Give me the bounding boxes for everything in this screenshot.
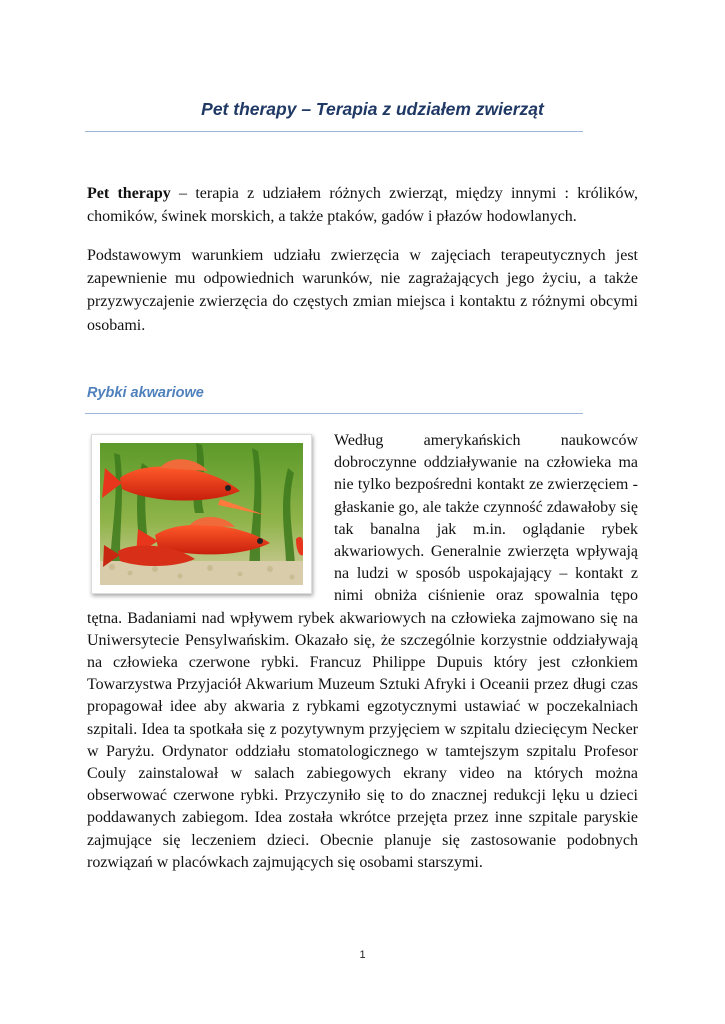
section-divider (85, 413, 583, 414)
intro-paragraph (87, 182, 638, 228)
page-number: 1 (359, 949, 366, 961)
section-body: Według amerykańskich naukowców dobroczynne oddziaływanie na człowieka ma nie tylko bezpośredni kontakt ze zwierzęciem - głaskanie go, ale także czynność zdawałoby się tak banalna jak m.in. oglądanie rybek akwariowych. Generalnie zwierzęta wpływają na ludzi w sposób uspokajający – kontakt z nimi obniża ciśnienie oraz spowalnia tępo tętna. Badaniami nad wpływem rybek akwariowych na człowieka zajmowano się na Uniwersytecie Pensylwańskim. Okazało się, że szczególnie korzystnie oddziaływają na człowieka czerwone rybki. Francuz Philippe Dupuis który jest członkiem Towarzystwa Przyjaciół Akwarium Muzeum Sztuki Afryki i Oceanii przez długi czas propagował idee aby akwaria z rybkami egzotycznymi ustawiać w poczekalniach szpitali. Idea ta spotkała się z pozytywnym przyjęciem w szpitalu dziecięcym Necker w Paryżu. Ordynator oddziału stomatologicznego w tamtejszym szpitalu Profesor Couly zainstalował w salach zabiegowych ekrany video na których można obserwować czerwone rybki. Przyczyniło się to do znacznej redukcji lęku u dzieci poddawanych zabiegom. Idea została wkrótce przejęta przez inne szpitale paryskie zajmujące się leczeniem dzieci. Obecnie planuje się zastosowanie podobnych rozwiązań w placówkach zajmujących się osobami starszymi. (87, 432, 638, 871)
title-divider (85, 131, 583, 132)
intro-term: Pet therapy (87, 185, 171, 202)
section-article (87, 430, 638, 874)
intro-definition: – terapia z udziałem różnych zwierząt, między innymi : królików, chomików, świnek morskich, a także ptaków, gadów i płazów hodowlanych. (87, 185, 638, 226)
fish-photo-frame (91, 434, 312, 594)
conditions-paragraph: Podstawowym warunkiem udziału zwierzęcia w zajęciach terapeutycznych jest zapewnienie mu odpowiednich warunków, nie zagrażających jego życiu, a także przyzwyczajenie zwierzęcia do częstych zmian miejsca i kontaktu z różnymi obcymi osobami. (87, 247, 638, 334)
section-heading: Rybki akwariowe (87, 385, 204, 401)
page-title: Pet therapy – Terapia z udziałem zwierząt (201, 99, 544, 119)
gravel (100, 561, 303, 585)
red-fish-photo (100, 443, 303, 585)
